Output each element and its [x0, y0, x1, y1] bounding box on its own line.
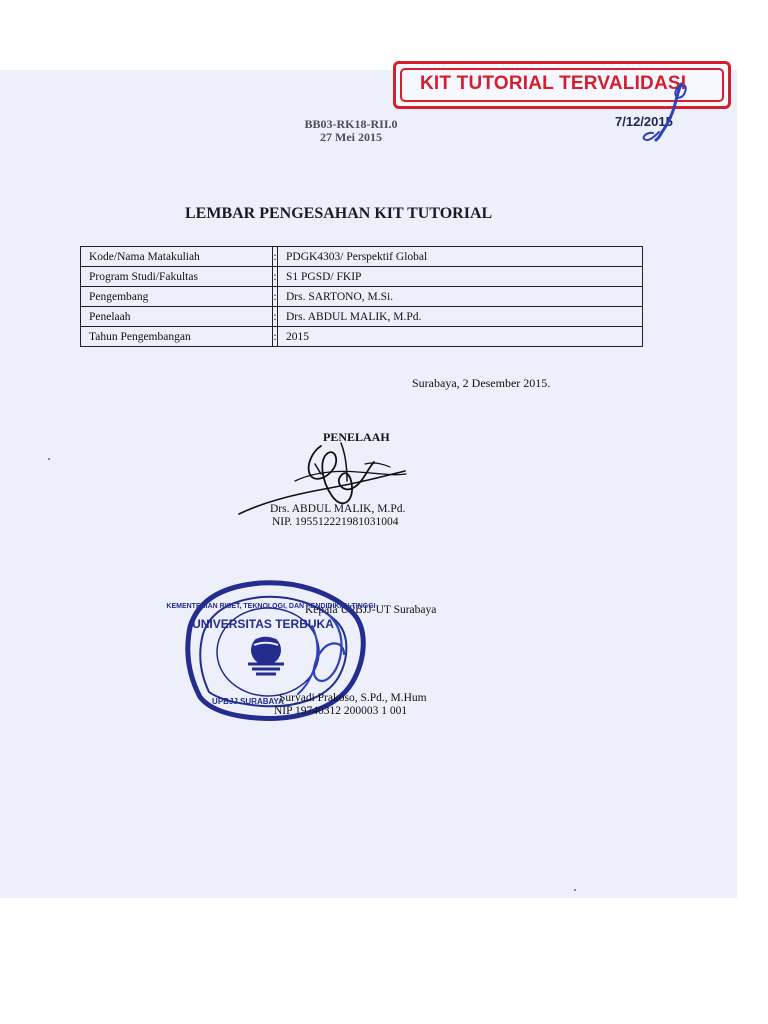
table-value: S1 PGSD/ FKIP [278, 267, 643, 287]
seal-outer-text: KEMENTERIAN RISET, TEKNOLOGI, DAN PENDIDIKAN TINGGI [166, 603, 376, 610]
head-role: Kepala UPBJJ-UT Surabaya [305, 604, 437, 616]
table-row [81, 247, 643, 267]
scan-dust-mark [48, 458, 50, 460]
document-code [296, 118, 406, 144]
table-colon: : [273, 267, 278, 287]
validation-stamp-label: KIT TUTORIAL TERVALIDASI [420, 73, 687, 94]
table-label: Kode/Nama Matakuliah [81, 247, 273, 267]
table-row [81, 307, 643, 327]
scan-dust-mark [574, 889, 576, 891]
document-title: LEMBAR PENGESAHAN KIT TUTORIAL [185, 205, 493, 222]
document-code-number: BB03-RK18-RII.0 [304, 117, 398, 131]
seal-university-text: UNIVERSITAS TERBUKA [192, 617, 334, 631]
seal-bottom-text: UPBJJ SURABAYA [212, 697, 284, 706]
table-colon: : [273, 287, 278, 307]
table-label: Penelaah [81, 307, 273, 327]
validation-stamp-date: 7/12/2015 [615, 114, 673, 129]
head-nip: NIP 19740312 200003 1 001 [274, 705, 408, 717]
table-value: Drs. ABDUL MALIK, M.Pd. [278, 307, 643, 327]
blue-pen-check-mark [624, 78, 699, 144]
table-colon: : [273, 307, 278, 327]
reviewer-nip: NIP. 195512221981031004 [272, 516, 399, 528]
head-name: Suryadi Prakoso, S.Pd., M.Hum [279, 692, 427, 704]
table-label: Program Studi/Fakultas [81, 267, 273, 287]
table-label: Tahun Pengembangan [81, 327, 273, 347]
page-bottom-margin [0, 898, 768, 1024]
document-code-date: 27 Mei 2015 [320, 130, 382, 144]
table-label: Pengembang [81, 287, 273, 307]
table-colon: : [273, 247, 278, 267]
table-row [81, 327, 643, 347]
table-colon: : [273, 327, 278, 347]
reviewer-role: PENELAAH [323, 430, 390, 444]
table-value: PDGK4303/ Perspektif Global [278, 247, 643, 267]
approval-date-line: Surabaya, 2 Desember 2015. [412, 376, 551, 390]
reviewer-name: Drs. ABDUL MALIK, M.Pd. [270, 503, 406, 515]
table-row [81, 287, 643, 307]
approval-info-table [80, 246, 643, 347]
table-row [81, 267, 643, 287]
table-value: 2015 [278, 327, 643, 347]
table-value: Drs. SARTONO, M.Si. [278, 287, 643, 307]
